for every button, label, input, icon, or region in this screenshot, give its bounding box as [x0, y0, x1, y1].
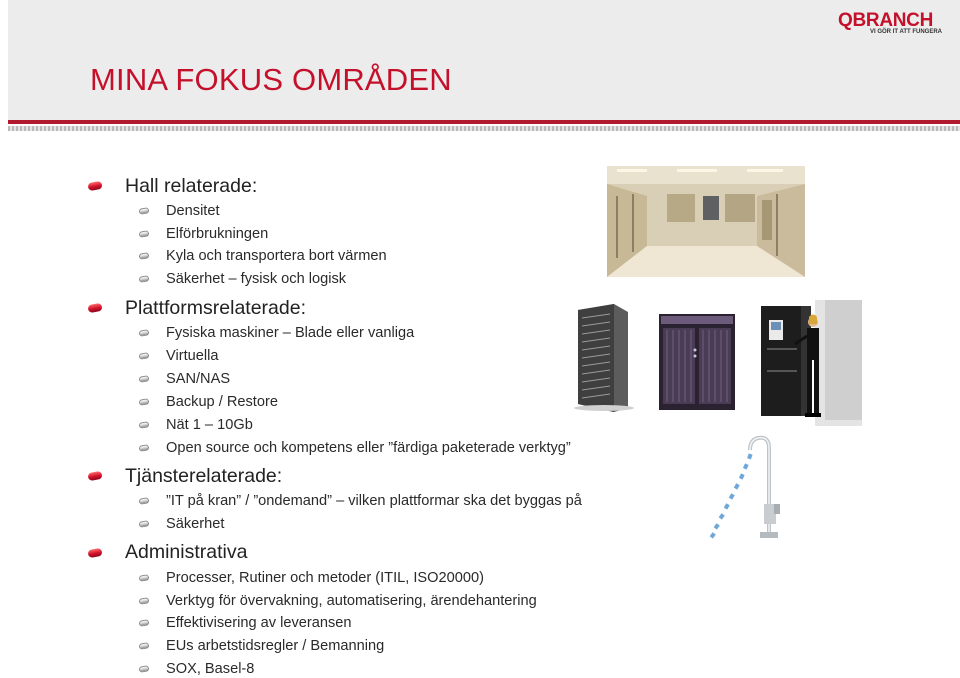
page-title: MINA FOKUS OMRÅDEN — [90, 62, 452, 97]
section-heading: Plattformsrelaterade: — [125, 297, 306, 319]
gray-bullet-icon — [139, 329, 150, 337]
list-item: Säkerhet — [166, 516, 225, 532]
red-bullet-icon — [87, 303, 102, 313]
gray-bullet-icon — [139, 352, 150, 360]
gray-bullet-icon — [139, 642, 150, 650]
logo-name: QBRANCH — [838, 10, 934, 31]
gray-bullet-icon — [139, 597, 150, 605]
gray-bullet-icon — [139, 665, 150, 673]
list-item: Densitet — [166, 203, 220, 219]
data-center-hall-image — [607, 166, 805, 277]
list-item: Nät 1 – 10Gb — [166, 417, 253, 433]
red-bullet-icon — [87, 548, 102, 558]
logo-tagline: VI GÖR IT ATT FUNGERA — [870, 29, 942, 35]
server-tower-image — [570, 304, 636, 412]
gray-bullet-icon — [139, 252, 150, 260]
gray-bullet-icon — [139, 230, 150, 238]
list-item: Kyla och transportera bort värmen — [166, 248, 387, 264]
gray-bullet-icon — [139, 497, 150, 505]
list-item: Virtuella — [166, 348, 219, 364]
list-item: SAN/NAS — [166, 371, 231, 387]
list-item: Fysiska maskiner – Blade eller vanliga — [166, 325, 415, 341]
list-item: Processer, Rutiner och metoder (ITIL, ISO20000) — [166, 570, 484, 586]
gray-bullet-icon — [139, 421, 150, 429]
storage-rack-image — [659, 314, 735, 410]
header-divider-pattern — [8, 126, 960, 131]
list-item: ”IT på kran” / ”ondemand” – vilken plattformar ska det byggas på — [166, 493, 582, 509]
list-item: Open source och kompetens eller ”färdiga paketerade verktyg” — [166, 440, 571, 456]
red-bullet-icon — [87, 471, 102, 481]
server-cabinet-with-person-image — [757, 300, 862, 426]
gray-bullet-icon — [139, 375, 150, 383]
header-band — [8, 0, 960, 120]
list-item: Verktyg för övervakning, automatisering, ärendehantering — [166, 593, 537, 609]
faucet-image — [706, 434, 782, 542]
list-item: Säkerhet – fysisk och logisk — [166, 271, 347, 287]
gray-bullet-icon — [139, 444, 150, 452]
gray-bullet-icon — [139, 574, 150, 582]
header-divider — [8, 120, 960, 124]
gray-bullet-icon — [139, 275, 150, 283]
gray-bullet-icon — [139, 398, 150, 406]
section-heading: Tjänsterelaterade: — [125, 465, 283, 487]
list-item: Effektivisering av leveransen — [166, 615, 352, 631]
section-heading: Administrativa — [125, 541, 248, 563]
list-item: Backup / Restore — [166, 394, 278, 410]
list-item: EUs arbetstidsregler / Bemanning — [166, 638, 385, 654]
gray-bullet-icon — [139, 207, 150, 215]
list-item: Elförbrukningen — [166, 226, 269, 242]
section-heading: Hall relaterade: — [125, 175, 258, 197]
qbranch-logo — [838, 10, 942, 38]
list-item: SOX, Basel-8 — [166, 661, 255, 677]
red-bullet-icon — [87, 181, 102, 191]
gray-bullet-icon — [139, 619, 150, 627]
gray-bullet-icon — [139, 520, 150, 528]
